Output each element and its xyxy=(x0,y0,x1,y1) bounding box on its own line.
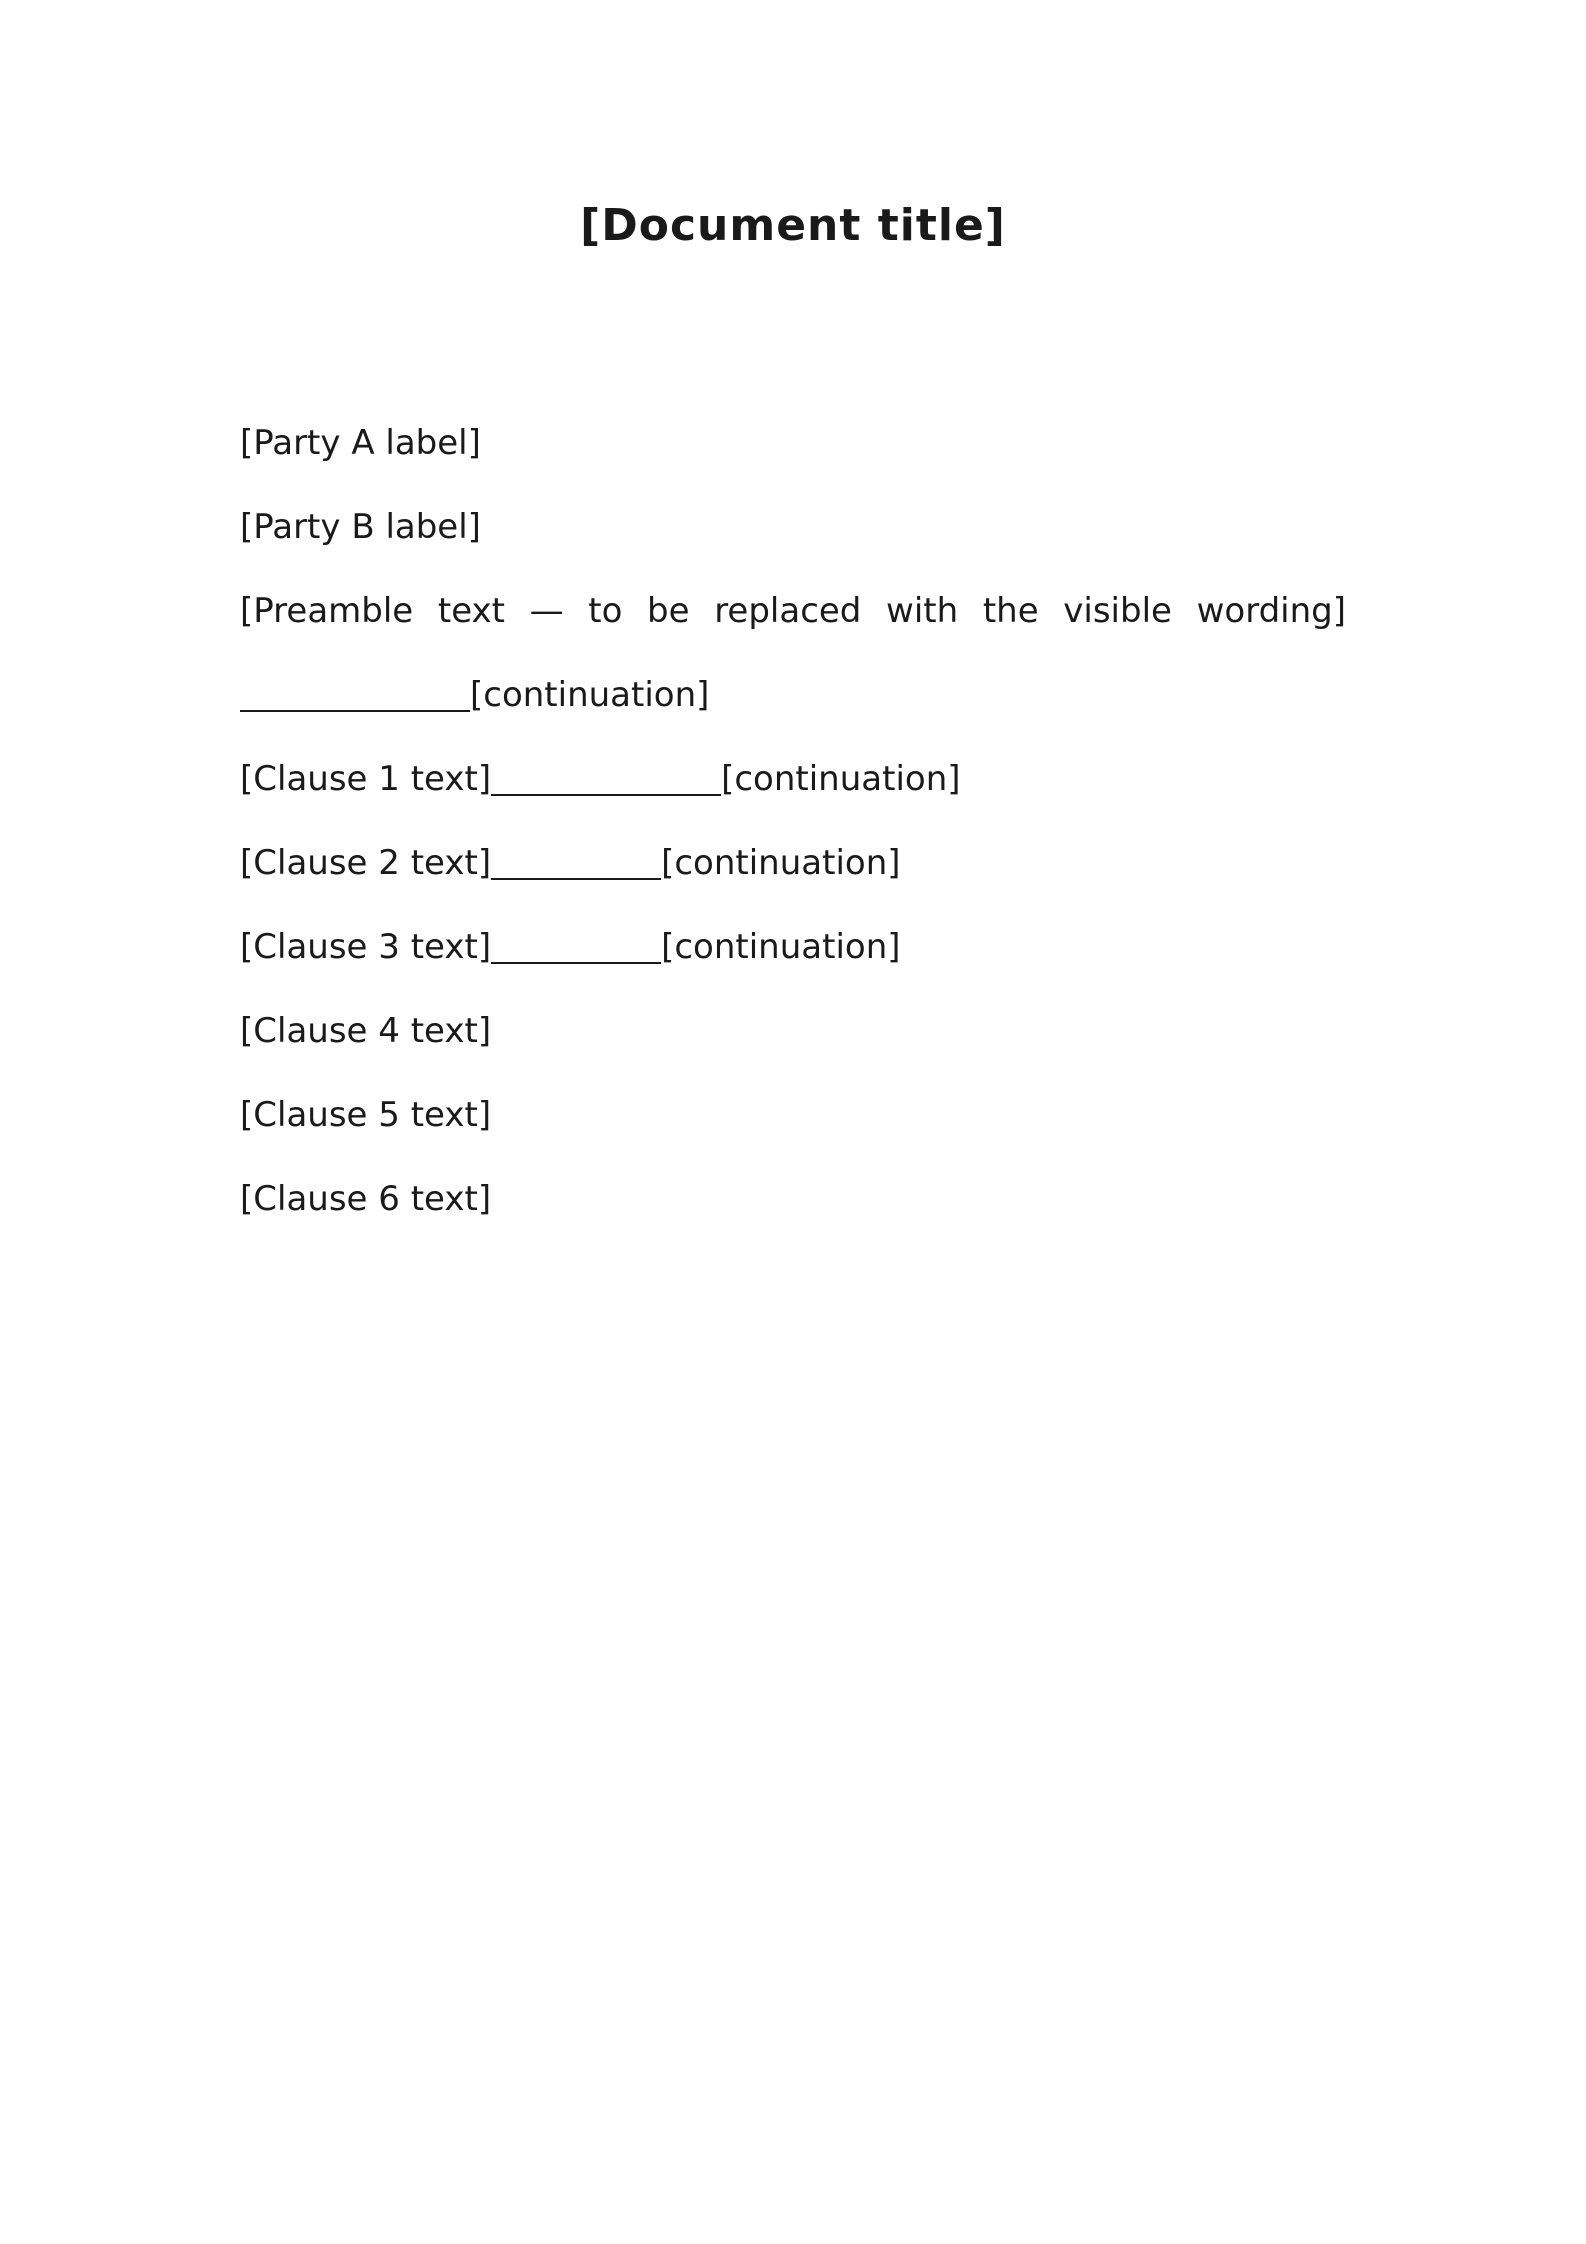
paragraph-clause-4: [Clause 4 text] xyxy=(240,1011,492,1051)
party-b-line: [Party B label] xyxy=(240,507,481,547)
paragraph-text: [Preamble text — to be replaced with the visible wording] xyxy=(240,591,1346,631)
paragraph-clause-3 xyxy=(240,905,1346,989)
paragraph-text: [continuation] xyxy=(721,759,961,799)
paragraph-preamble xyxy=(240,569,1346,737)
paragraph-text: [continuation] xyxy=(661,927,901,967)
paragraph-text: [continuation] xyxy=(661,843,901,883)
fill-in-blank xyxy=(491,928,661,964)
fill-in-blank xyxy=(491,844,661,880)
paragraph-clause-2 xyxy=(240,821,1346,905)
paragraph-text: [Clause 2 text] xyxy=(240,843,492,883)
fill-in-blank xyxy=(491,760,721,796)
page-title: [Document title] xyxy=(580,200,1006,251)
fill-in-blank xyxy=(240,676,470,712)
paragraph-clause-5: [Clause 5 text] xyxy=(240,1095,492,1135)
party-a-line: [Party A label] xyxy=(240,423,481,463)
paragraph-text: [continuation] xyxy=(470,675,710,715)
paragraph-clause-6: [Clause 6 text] xyxy=(240,1179,492,1219)
paragraph-clause-1 xyxy=(240,737,1346,821)
paragraph-text: [Clause 1 text] xyxy=(240,759,492,799)
paragraph-text: [Clause 3 text] xyxy=(240,927,492,967)
